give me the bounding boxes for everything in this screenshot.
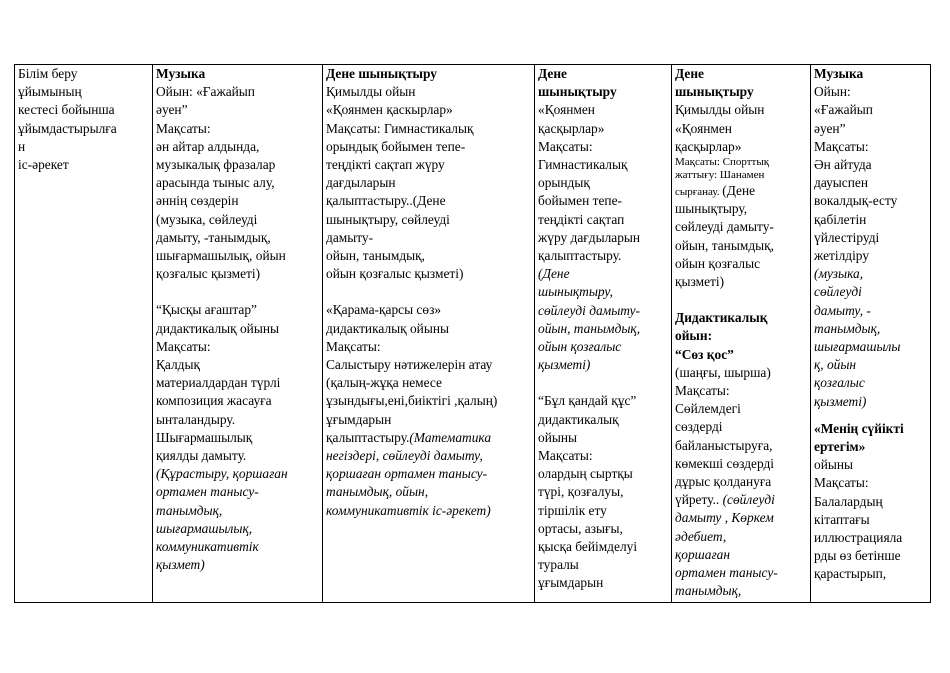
text-line: олардың сыртқы — [538, 466, 633, 482]
text-line: қызметі) — [538, 357, 591, 373]
text-line: қозғалыс қызметі) — [156, 266, 261, 282]
text-line: Қимылды ойын — [326, 84, 416, 100]
text-line: танымдық, ойын, — [326, 484, 429, 500]
document-page — [14, 64, 931, 603]
text-line: Шығармашылық — [156, 429, 253, 445]
text-line: Ән айтуда — [814, 157, 872, 173]
text-line: Қалдық — [156, 357, 200, 373]
text-line: Мақсаты: — [814, 475, 869, 491]
text-line: ойын қозғалыс — [675, 255, 761, 271]
schedule-table — [14, 64, 931, 603]
text-line — [326, 429, 532, 447]
text-line: Мақсаты: Спорттық — [675, 156, 770, 169]
text-line: шынықтыру, — [675, 201, 748, 217]
text-line: ойыны — [814, 457, 854, 473]
paragraph-gap — [814, 411, 928, 420]
text-line: шығармашылық, ойын — [156, 248, 286, 264]
text-line: Мақсаты: — [156, 120, 211, 136]
text-line: дамыту, - — [814, 302, 871, 318]
text-line: қысқа бейімделуі — [538, 539, 638, 555]
text-line: ойын: — [675, 328, 713, 344]
text-line: әуен” — [156, 102, 188, 118]
text-line: байланыстыруға, — [675, 437, 773, 453]
text-line: ойын, танымдық, — [326, 248, 425, 264]
text-line: арасында тыныс алу, — [156, 175, 275, 191]
text-line: ортасы, азығы, — [538, 520, 623, 536]
text-line: ортамен танысу- — [675, 565, 778, 581]
text-run: сырғанау. — [675, 186, 723, 199]
text-line: (Құрастыру, қоршаған — [156, 466, 288, 482]
text-line: әуен” — [814, 120, 846, 136]
text-line: әдебиет, — [675, 528, 727, 544]
text-line: әннің сөздерін — [156, 193, 239, 209]
text-line: “Қысқы ағаштар” — [156, 302, 257, 318]
text-line: Ойын: «Ғажайып — [156, 84, 255, 100]
text-line: дағдыларын — [326, 175, 396, 191]
text-line: ойын, танымдық, — [538, 320, 641, 336]
paragraph-gap — [538, 374, 669, 392]
text-line: Дидактикалық — [675, 310, 768, 326]
cell-physical-education-3 — [672, 65, 811, 603]
text-line: коммуникативтік іс-әрекет) — [326, 502, 491, 518]
text-line: ұйымдастырылға — [18, 120, 117, 136]
text-line: «Ғажайып — [814, 102, 873, 118]
text-line: қызметі) — [814, 393, 867, 409]
text-line: композиция жасауға — [156, 393, 272, 409]
text-line: қызметі) — [675, 274, 725, 290]
text-line: танымдық, — [814, 320, 881, 336]
text-line: «Қоянмен — [538, 102, 595, 118]
text-line: кітаптағы — [814, 511, 870, 527]
text-line: шынықтыру, — [538, 284, 614, 300]
text-line: музыкалық фразалар — [156, 157, 276, 173]
text-run: (Математика — [409, 429, 492, 445]
text-line: қарастырып, — [814, 566, 887, 582]
text-line: вокалдық-есту — [814, 193, 898, 209]
paragraph-gap — [326, 283, 532, 301]
text-line: сөздерді — [675, 419, 723, 435]
text-run: қалыптастыру. — [326, 429, 410, 445]
text-line: (музыка, — [814, 266, 864, 282]
text-line: қызмет) — [156, 557, 205, 573]
text-line: түрі, қозғалуы, — [538, 484, 624, 500]
text-line: рды өз бетінше — [814, 548, 901, 564]
text-line: жүру дағдыларын — [538, 229, 641, 245]
text-line: дамыту- — [326, 229, 374, 245]
text-line: “Бұл қандай құс” — [538, 393, 637, 409]
text-line: ойыны — [538, 429, 578, 445]
text-line: дамыту, -танымдық, — [156, 229, 271, 245]
text-line: н — [18, 138, 26, 154]
text-line: жаттығу: Шанамен — [675, 169, 765, 182]
text-line: теңдікті сақтап жүру — [326, 157, 445, 173]
text-line: қиялды дамыту. — [156, 448, 247, 464]
text-line: (Дене — [538, 266, 570, 282]
text-line: сөйлеуді дамыту- — [538, 302, 641, 318]
text-line: дауыспен — [814, 175, 868, 191]
text-line: шығармашылық, — [156, 520, 253, 536]
text-line: қасқырлар» — [675, 138, 742, 154]
text-line: дидактикалық ойыны — [156, 320, 280, 336]
text-line: Салыстыру нәтижелерін атау — [326, 357, 493, 373]
text-line: Ойын: — [814, 84, 851, 100]
text-line: дұрыс қолдануға — [675, 474, 772, 490]
text-line: Дене — [675, 66, 704, 81]
text-line: (музыка, сөйлеуді — [156, 211, 258, 227]
text-line: дидактикалық — [538, 411, 619, 427]
text-line — [675, 491, 808, 509]
text-line: бойымен тепе- — [538, 193, 622, 209]
cell-physical-education-2 — [535, 65, 672, 603]
cell-music-2 — [811, 65, 931, 603]
text-line: (қалың-жұқа немесе — [326, 375, 442, 391]
text-line: “Сөз қос” — [675, 346, 734, 362]
text-run: (Дене — [722, 183, 756, 199]
text-line: Мақсаты: — [538, 138, 593, 154]
text-line: дидактикалық ойыны — [326, 320, 450, 336]
text-line: қалыптастыру..(Дене — [326, 193, 446, 209]
text-line: иллюстрацияла — [814, 530, 903, 546]
text-line: Мақсаты: Гимнастикалық — [326, 120, 474, 136]
paragraph-gap — [156, 283, 320, 301]
text-line: кестесі бойынша — [18, 102, 115, 118]
text-line: Балалардың — [814, 493, 883, 509]
text-line: Дене шынықтыру — [326, 66, 437, 81]
text-line: Дене — [538, 66, 567, 81]
text-line: Сөйлемдегі — [675, 401, 741, 417]
text-line: Білім беру — [18, 66, 78, 81]
text-line: шығармашылы — [814, 339, 901, 355]
text-line: ұғымдарын — [538, 575, 604, 591]
text-line: орындық — [538, 175, 590, 191]
text-line: қасқырлар» — [538, 120, 605, 136]
text-line: қ, ойын — [814, 357, 857, 373]
text-run: (сөйлеуді — [722, 492, 775, 508]
text-line: Қимылды ойын — [675, 102, 765, 118]
text-line: орындық бойымен тепе- — [326, 138, 466, 154]
text-line: теңдікті сақтап — [538, 211, 625, 227]
text-line: ән айтар алдында, — [156, 138, 260, 154]
text-line: жетілдіру — [814, 248, 870, 264]
text-line: іс-әрекет — [18, 157, 69, 173]
text-line: «Менің сүйікті — [814, 420, 904, 436]
text-line: танымдық, — [675, 583, 742, 599]
text-line: ортамен танысу- — [156, 484, 259, 500]
cell-physical-education-1 — [323, 65, 535, 603]
text-line: үйлестіруді — [814, 229, 880, 245]
text-line: ынталандыру. — [156, 411, 236, 427]
text-line: сөйлеуді — [814, 284, 862, 300]
text-line: негіздері, сөйлеуді дамыту, — [326, 448, 483, 464]
text-line: қабілетін — [814, 211, 867, 227]
paragraph-gap — [675, 291, 808, 309]
text-line: ұйымының — [18, 84, 82, 100]
text-line: (шаңғы, шырша) — [675, 364, 771, 380]
text-line: қозғалыс — [814, 375, 865, 391]
text-line: шынықтыру — [675, 84, 754, 100]
text-line: дамыту , Көркем — [675, 510, 774, 526]
text-line: «Қоянмен қаскырлар» — [326, 102, 453, 118]
text-line: «Қоянмен — [675, 120, 732, 136]
text-line: ойын қозғалыс — [538, 339, 622, 355]
text-line: Мақсаты: — [538, 448, 593, 464]
text-line: Мақсаты: — [326, 338, 381, 354]
text-line: коммуникативтік — [156, 539, 259, 555]
text-line: ойын, танымдық, — [675, 237, 774, 253]
text-line: Мақсаты: — [156, 338, 211, 354]
text-line: көмекші сөздерді — [675, 455, 774, 471]
text-line: Гимнастикалық — [538, 157, 628, 173]
text-line: туралы — [538, 557, 579, 573]
text-line: қалыптастыру. — [538, 248, 622, 264]
text-line: қоршаған ортамен танысу- — [326, 466, 488, 482]
table-row — [15, 65, 931, 603]
cell-activity-label — [15, 65, 153, 603]
text-line: ұғымдарын — [326, 411, 392, 427]
text-line: тіршілік ету — [538, 502, 607, 518]
text-line: шынықтыру, сөйлеуді — [326, 211, 450, 227]
text-line: материалдардан түрлі — [156, 375, 281, 391]
text-line: Мақсаты: — [814, 138, 869, 154]
text-line: Мақсаты: — [675, 383, 730, 399]
text-line: Музыка — [814, 66, 864, 81]
text-run: үйрету.. — [675, 492, 723, 508]
text-line: сөйлеуді дамыту- — [675, 219, 774, 235]
text-line: қоршаған — [675, 546, 731, 562]
text-line: шынықтыру — [538, 84, 617, 100]
text-line — [675, 182, 808, 200]
cell-music-1 — [153, 65, 323, 603]
text-line: танымдық, — [156, 502, 223, 518]
text-line: «Қарама-қарсы сөз» — [326, 302, 442, 318]
text-line: ұзындығы,ені,биіктігі ,қалың) — [326, 393, 498, 409]
text-line: Музыка — [156, 66, 206, 81]
text-line: ертегім» — [814, 439, 866, 455]
text-line: ойын қозғалыс қызметі) — [326, 266, 464, 282]
